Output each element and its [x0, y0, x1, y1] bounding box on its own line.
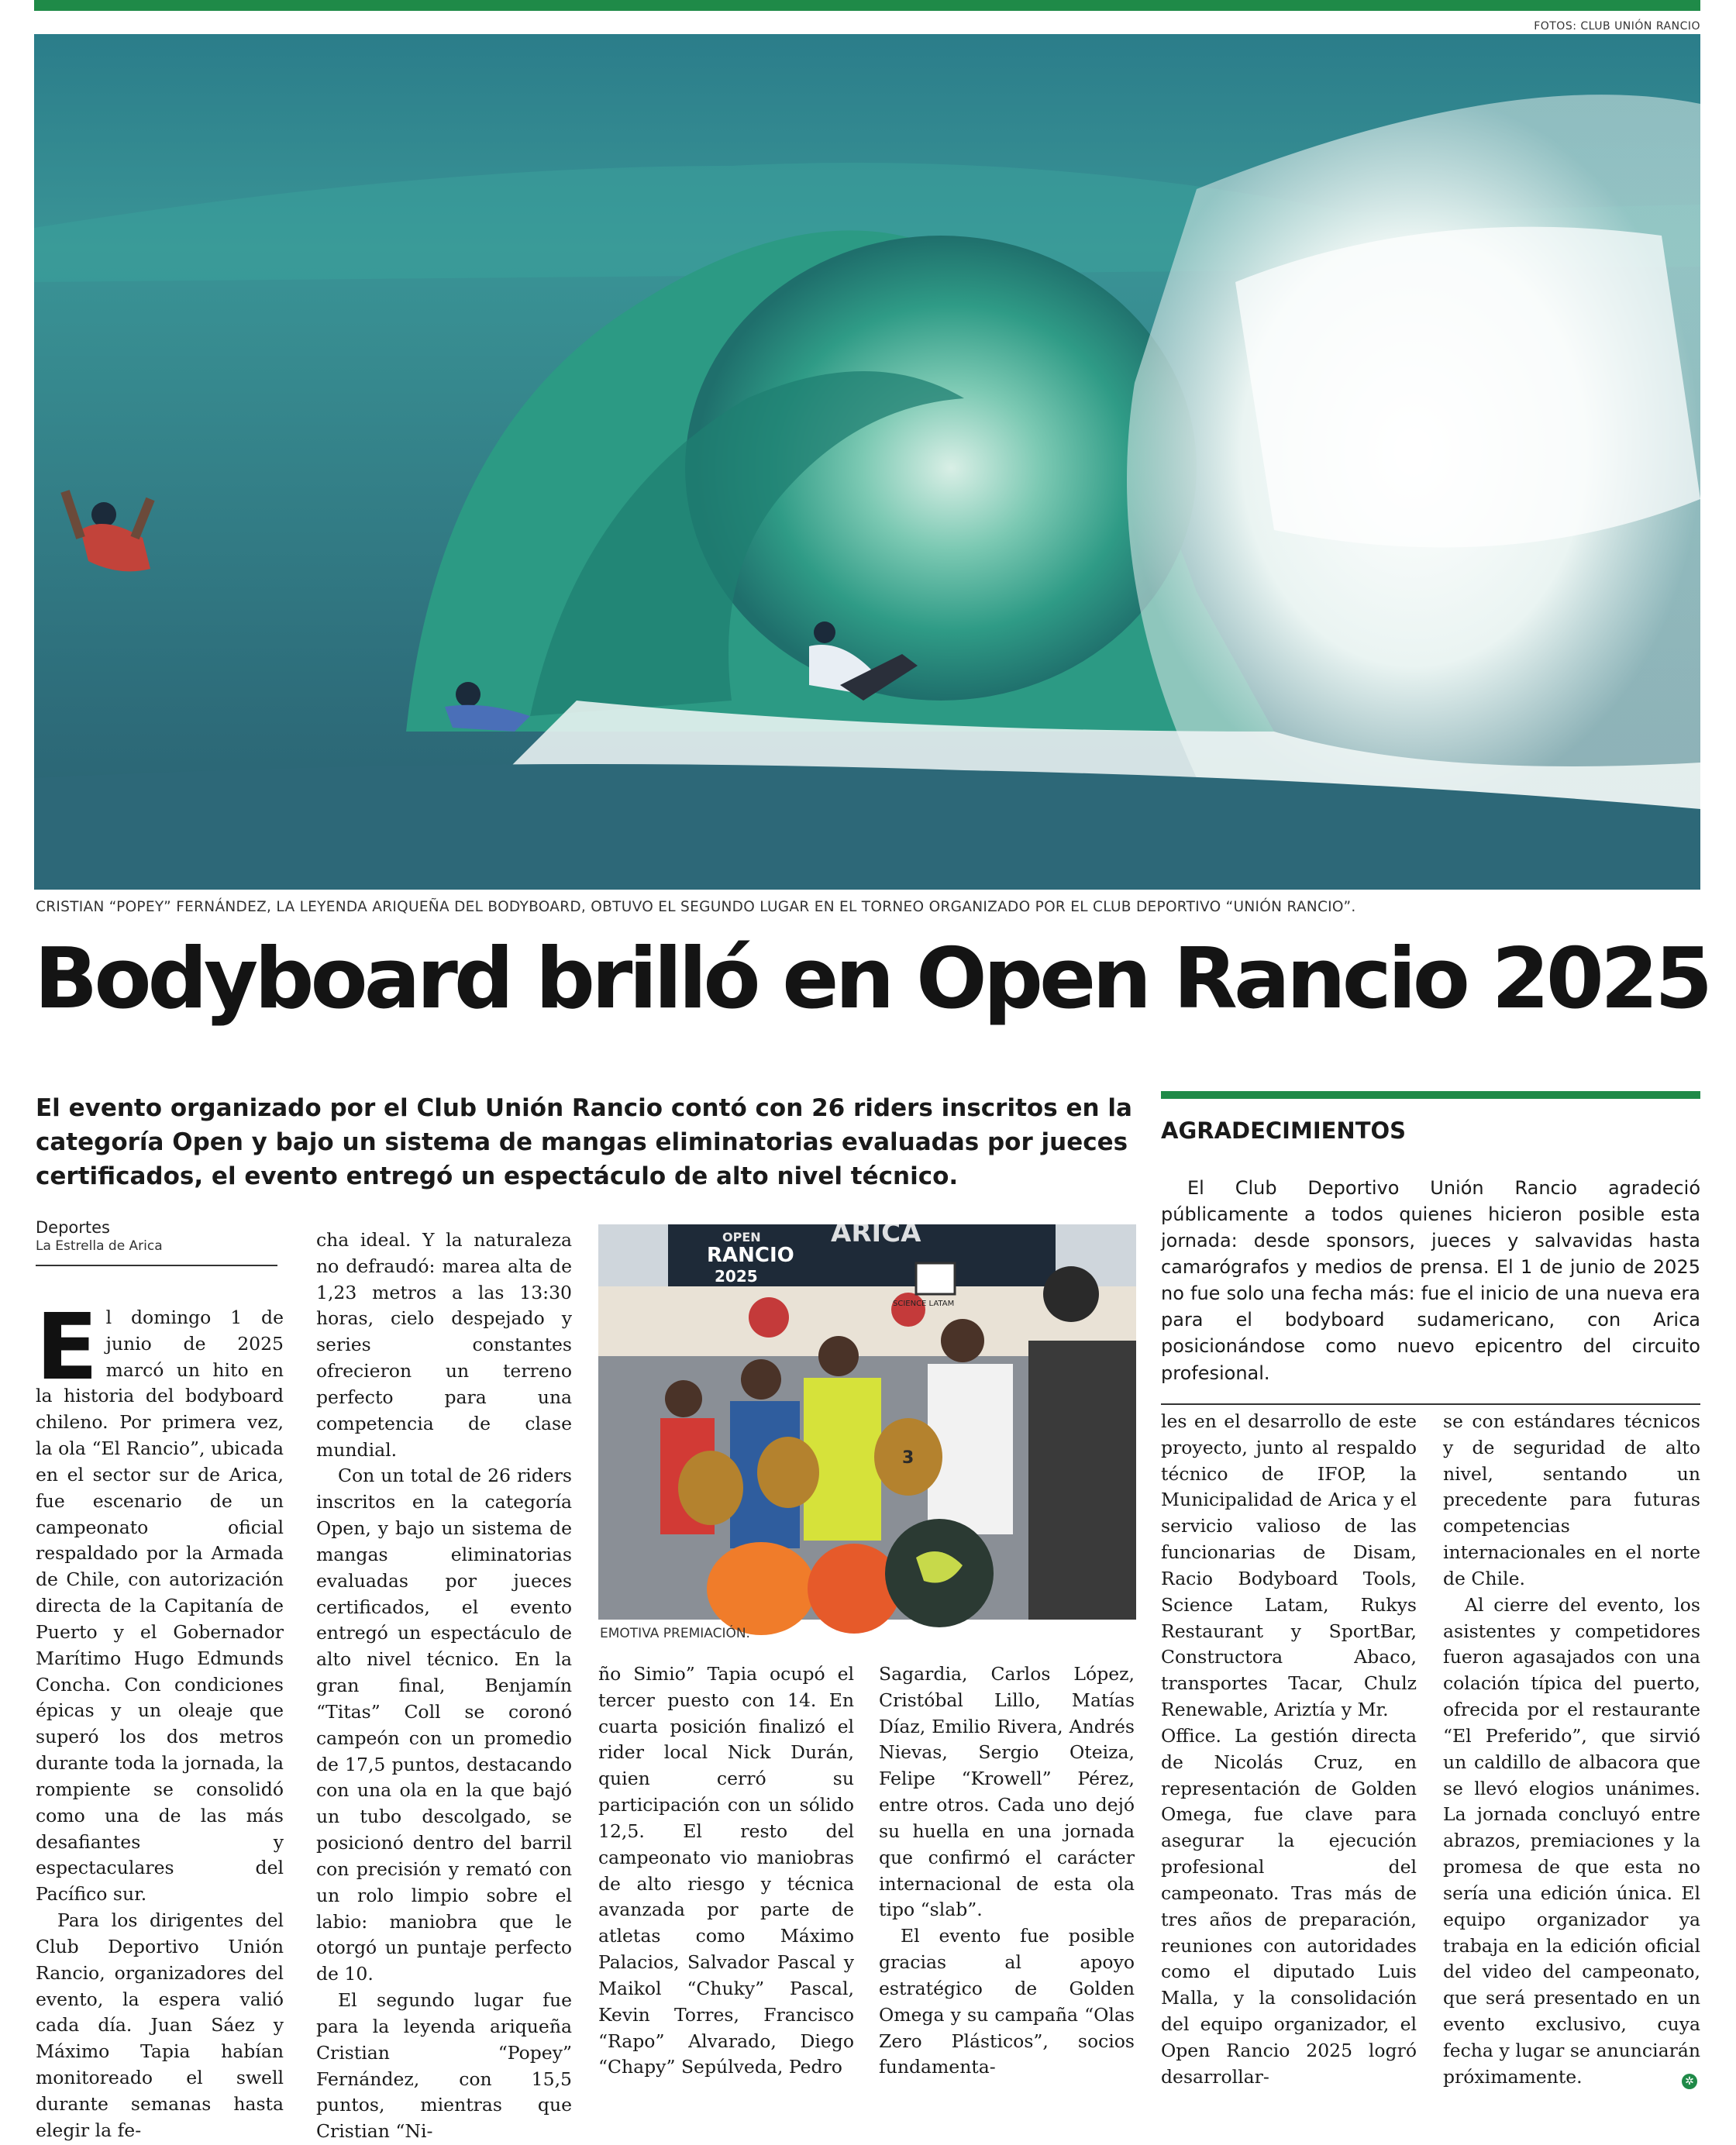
- sidebar-title: AGRADECIMIENTOS: [1161, 1117, 1407, 1144]
- article-paragraph: cha ideal. Y la naturaleza no defraudó: marea alta de 1,23 metros a las 13:30 horas, cielo despejado y series constantes ofrecieron un terreno perfecto para una competencia de clase mundial.: [316, 1229, 572, 1461]
- byline-section: Deportes: [36, 1218, 110, 1237]
- article-paragraph: Sagardia, Carlos López, Cristóbal Lillo, Matías Díaz, Emilio Rivera, Andrés Nievas, Sergio Oteiza, Felipe “Krowell” Pérez, entre otros. Cada uno dejó su huella en una jornada que confirmó el carácter internacional de esta ola tipo “slab”.: [879, 1663, 1135, 1921]
- trophy-number-text: 3: [902, 1448, 914, 1468]
- banner-open-text: OPEN: [722, 1230, 761, 1245]
- banner-year-text: 2025: [715, 1267, 758, 1286]
- drop-cap: E: [36, 1293, 98, 1400]
- article-paragraph: Con un total de 26 riders inscritos en la categoría Open, y bajo un sistema de mangas eliminatorias evaluadas por jueces certificados, el evento entregó un espectáculo de alto nivel técnico. En la gran final, Benjamín “Titas” Coll se coronó campeón con un promedio de 17,5 puntos, destacando con una ola en la que bajó un tubo descolgado, se posicionó dentro del barril con precisión y remató con un rolo limpio sobre el labio: maniobra que le otorgó un puntaje perfecto de 10.: [316, 1465, 572, 1985]
- article-paragraph: l domingo 1 de junio de 2025 marcó un hito en la historia del bodyboard chileno. Por primera vez, la ola “El Rancio”, ubicada en el sector sur de Arica, fue escenario de un campeonato oficial respaldado por la Armada de Chile, con autorización directa de la Capitanía de Puerto y el Gobernador Marítimo Hugo Edmunds Concha. Con condiciones épicas y un oleaje que superó los dos metros durante toda la jornada, la rompiente se consolidó como una de las más desafiantes y espectaculares del Pacífico sur.: [36, 1307, 284, 1906]
- article-paragraph: El evento fue posible gracias al apoyo estratégico de Golden Omega y su campaña “Olas Zero Plásticos”, socios fundamenta-: [879, 1925, 1135, 2078]
- banner-rancio-text: RANCIO: [707, 1244, 794, 1267]
- headline: Bodyboard brilló en Open Rancio 2025: [34, 931, 1710, 1028]
- article-column-1: [36, 1293, 284, 2144]
- sidebar-text: El Club Deportivo Unión Rancio agradeció públicamente a todos quienes hicieron posible esta jornada: desde sponsors, jueces y salvavidas hasta camarógrafos y medios de prensa. El 1 de junio de 2025 no fue solo una fecha más: fue el inicio de una nueva era para el bodyboard sudamericano, con Arica posicionándose como nuevo epicentro del circuito profesional.: [1161, 1175, 1700, 1405]
- lead-paragraph: El evento organizado por el Club Unión Rancio contó con 26 riders inscritos en la categoría Open y bajo un sistema de mangas eliminatorias evaluadas por jueces certificados, el evento entregó un espectáculo de alto nivel técnico.: [36, 1094, 1132, 1191]
- article-column-5: [1161, 1409, 1417, 2091]
- photo-credit: FOTOS: CLUB UNIÓN RANCIO: [1534, 20, 1700, 33]
- article-paragraph: Al cierre del evento, los asistentes y competidores fueron agasajados con una colación típica del puerto, ofrecida por el restaurante “El Preferido”, que sirvió un caldillo de albacora que se llevó elogios unánimes. La jornada concluyó entre abrazos, premiaciones y la promesa de que esta no sería una edición única. El equipo organizador ya trabaja en la edición oficial del video del campeonato, que será presentado en un evento exclusivo, cuya fecha y lugar se anunciarán próximamente.: [1443, 1593, 1700, 2088]
- sponsor-sign-text: SCIENCE LATAM: [893, 1300, 955, 1308]
- article-column-4: [879, 1661, 1135, 2081]
- end-mark-icon: ✲: [1682, 2074, 1697, 2089]
- article-paragraph: Para los dirigentes del Club Deportivo Unión Rancio, organizadores del evento, la espera valió cada día. Juan Sáez y Máximo Tapia habían monitoreado el swell durante semanas hasta elegir la fe-: [36, 1909, 284, 2141]
- hero-photo-caption: CRISTIAN “POPEY” FERNÁNDEZ, LA LEYENDA ARIQUEÑA DEL BODYBOARD, OBTUVO EL SEGUNDO LUGAR EN EL TORNEO ORGANIZADO POR EL CLUB DEPORTIVO “UNIÓN RANCIO”.: [36, 899, 1356, 915]
- article-paragraph: El segundo lugar fue para la leyenda ariqueña Cristian “Popey” Fernández, con 15,5 puntos, mientras que Cristian “Ni-: [316, 1989, 572, 2143]
- award-ceremony-photo: [598, 1217, 1136, 1620]
- award-photo-caption: EMOTIVA PREMIACIÓN.: [600, 1626, 750, 1641]
- article-paragraph: les en el desarrollo de este proyecto, junto al respaldo técnico de IFOP, la Municipalidad de Arica y el servicio valioso de las funcionarias de Disam, Racio Bodyboard Tools, Science Latam, Rukys Restaurant y SportBar, Constructora Abaco, transportes Tacar, Chulz Renewable, Ariztía y Mr.: [1161, 1410, 1417, 1721]
- article-column-3: [598, 1661, 854, 2081]
- banner-arica-text: ARICA: [831, 1217, 921, 1248]
- byline: [36, 1218, 277, 1266]
- hero-photo-wave: [34, 34, 1700, 890]
- article-paragraph: Office. La gestión directa de Nicolás Cruz, en representación de Golden Omega, fue clave para asegurar la ejecución profesional del campeonato. Tras más de tres años de preparación, reuniones con autoridades como el diputado Luis Malla, y la consolidación del equipo organizador, el Open Rancio 2025 logró desarrollar-: [1161, 1724, 1417, 2088]
- article-paragraph: se con estándares técnicos y de seguridad de alto nivel, sentando un precedente para futuras competencias internacionales en el norte de Chile.: [1443, 1410, 1700, 1589]
- article-column-2: [316, 1227, 572, 2145]
- article-column-6: [1443, 1409, 1700, 2091]
- byline-source: La Estrella de Arica: [36, 1238, 163, 1254]
- sidebar-accent-bar: [1161, 1091, 1700, 1099]
- article-paragraph: ño Simio” Tapia ocupó el tercer puesto con 14. En cuarta posición finalizó el rider local Nick Durán, quien cerró su participación con un sólido 12,5. El resto del campeonato vio maniobras de alto riesgo y técnica avanzada por parte de atletas como Máximo Palacios, Salvador Pascal y Maikol “Chuky” Pascal, Kevin Torres, Francisco “Rapo” Alvarado, Diego “Chapy” Sepúlveda, Pedro: [598, 1663, 854, 2078]
- top-accent-bar: [34, 0, 1700, 11]
